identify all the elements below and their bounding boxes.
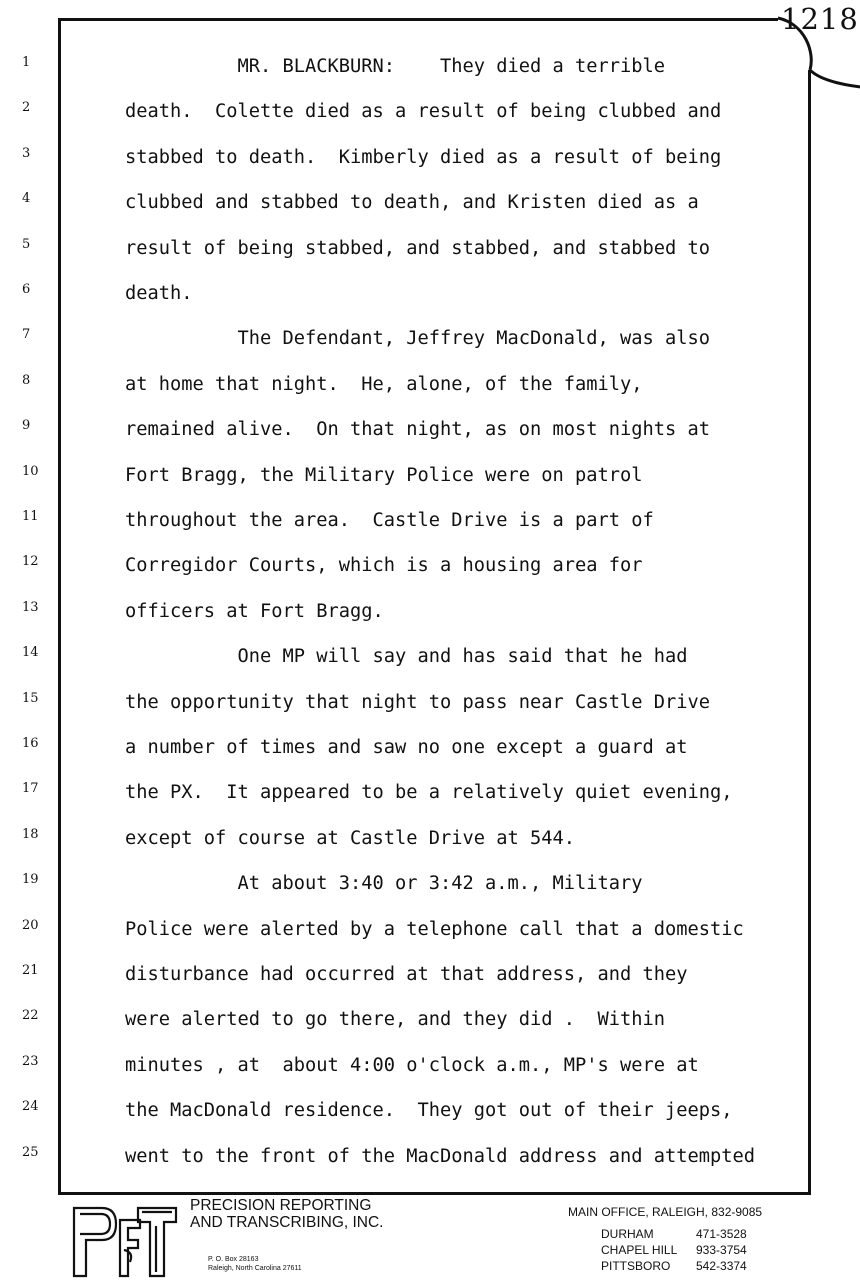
line-number: 7 [22, 327, 31, 343]
transcript-line: death. [125, 283, 193, 304]
transcript-line: MR. BLACKBURN: They died a terrible [125, 56, 666, 77]
line-number: 22 [22, 1008, 39, 1024]
line-number: 21 [22, 963, 39, 978]
transcript-line: disturbance had occurred at that address, and they [125, 964, 688, 985]
company-line-2: AND TRANSCRIBING, INC. [190, 1214, 384, 1231]
company-line-1: PRECISION REPORTING [190, 1197, 372, 1214]
transcript-line: went to the front of the MacDonald address and attempted [125, 1145, 756, 1167]
line-number: 16 [22, 736, 39, 751]
line-number: 12 [22, 554, 39, 570]
transcript-line: result of being stabbed, and stabbed, and stabbed to [125, 237, 711, 259]
transcript-line: a number of times and saw no one except a guard at [125, 737, 688, 758]
line-number: 4 [22, 191, 31, 207]
office-city: CHAPEL HILL [601, 1243, 678, 1257]
line-number: 25 [22, 1144, 39, 1160]
page-number: 1218 [781, 2, 859, 36]
main-office: MAIN OFFICE, RALEIGH, 832-9085 [568, 1205, 763, 1219]
transcript-line: Corregidor Courts, which is a housing area for [125, 555, 643, 577]
transcript-line: except of course at Castle Drive at 544. [125, 827, 576, 849]
transcript-line: Fort Bragg, the Military Police were on patrol [125, 464, 643, 486]
line-number: 9 [22, 418, 31, 434]
line-number: 2 [22, 100, 31, 116]
company-name [190, 1197, 384, 1231]
office-phone: 471-3528 [696, 1227, 747, 1241]
transcript-line: Police were alerted by a telephone call that a domestic [125, 918, 744, 940]
line-number: 23 [22, 1053, 39, 1069]
transcript-line: the MacDonald residence. They got out of their jeeps, [125, 1100, 733, 1122]
transcript-line: death. Colette died as a result of being clubbed and [125, 101, 722, 123]
line-number: 15 [22, 690, 39, 706]
page-border-top [58, 18, 778, 21]
office-city: DURHAM [601, 1227, 654, 1241]
line-number: 17 [22, 781, 39, 797]
line-number: 19 [22, 872, 39, 888]
line-number: 1 [22, 55, 31, 70]
office-city: PITTSBORO [601, 1259, 671, 1273]
line-number: 20 [22, 917, 39, 933]
transcript-line: clubbed and stabbed to death, and Kristen died as a [125, 192, 699, 214]
transcript-line: the PX. It appeared to be a relatively quiet evening, [125, 782, 733, 804]
line-number: 6 [22, 282, 31, 297]
transcript-line: minutes , at about 4:00 o'clock a.m., MP's were at [125, 1054, 699, 1076]
line-number: 10 [22, 463, 39, 479]
transcript-line: were alerted to go there, and they did . Within [125, 1009, 666, 1031]
page-border-right [808, 70, 811, 1194]
transcript-line: throughout the area. Castle Drive is a part of [125, 510, 654, 531]
transcript-line: The Defendant, Jeffrey MacDonald, was also [125, 328, 711, 350]
transcript-line: stabbed to death. Kimberly died as a result of being [125, 146, 722, 168]
line-number: 14 [22, 645, 39, 661]
office-phone: 933-3754 [696, 1243, 747, 1257]
line-number: 18 [22, 826, 39, 842]
page-border-left [58, 18, 61, 1194]
transcript-line: One MP will say and has said that he had [125, 646, 688, 668]
line-number: 13 [22, 599, 39, 615]
transcript-line: at home that night. He, alone, of the family, [125, 373, 643, 395]
pobox-line-2: Raleigh, North Carolina 27611 [208, 1265, 302, 1272]
transcript-line: officers at Fort Bragg. [125, 600, 384, 622]
transcript-line: At about 3:40 or 3:42 a.m., Military [125, 873, 643, 895]
line-number: 5 [22, 236, 31, 252]
transcript-line: the opportunity that night to pass near Castle Drive [125, 691, 711, 713]
logo-text: P&T [68, 1200, 70, 1201]
line-number: 11 [22, 509, 39, 524]
line-number: 24 [22, 1099, 39, 1115]
transcript-line: remained alive. On that night, as on most nights at [125, 419, 711, 441]
line-number: 3 [22, 145, 31, 161]
pobox-line-1: P. O. Box 28163 [208, 1256, 259, 1263]
company-address [208, 1255, 302, 1273]
company-logo [68, 1200, 178, 1278]
office-phone: 542-3374 [696, 1259, 747, 1273]
line-number: 8 [22, 372, 31, 388]
